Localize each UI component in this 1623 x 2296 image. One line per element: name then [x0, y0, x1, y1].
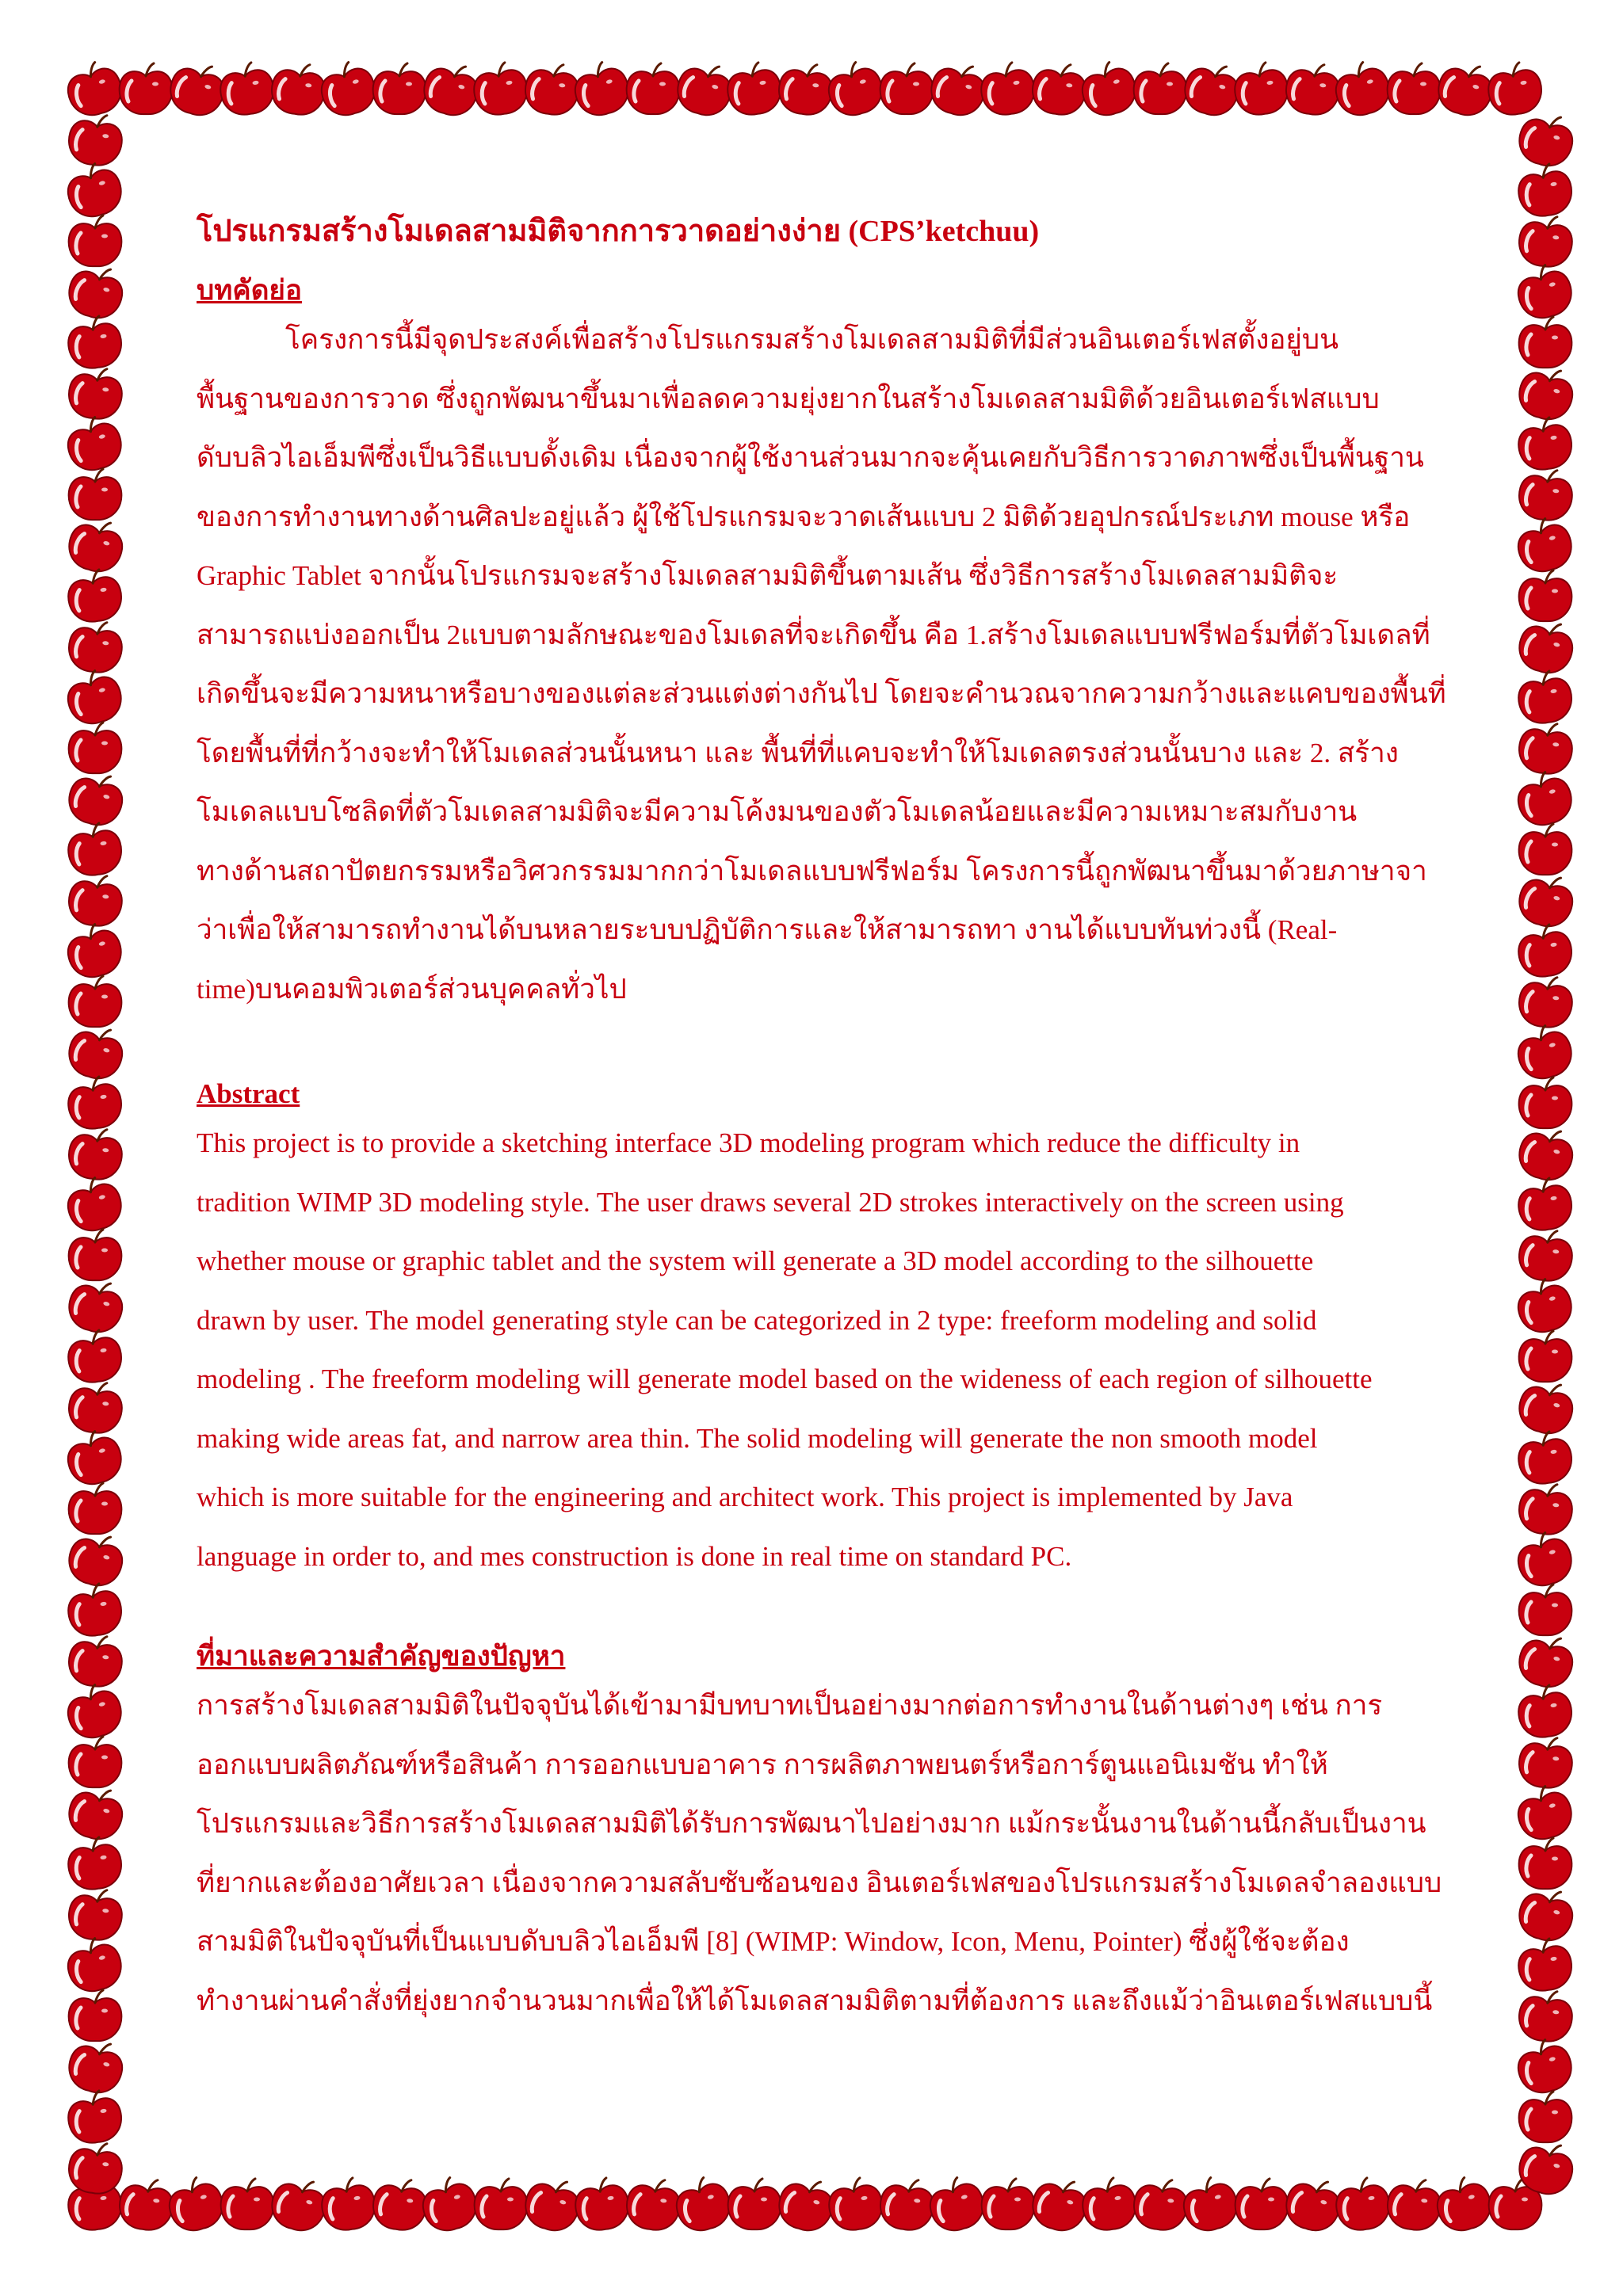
red-apple-icon [65, 1074, 124, 1132]
thai-abstract-line: ว่าเพื่อให้สามารถทำงานได้บนหลายระบบปฏิบัติการและให้สามารถทา งานได้แบบทันท่วงนี้ (Real- [197, 914, 1338, 945]
red-apple-icon [65, 314, 124, 372]
red-apple-icon [69, 1990, 122, 2041]
thai-abstract-line: โมเดลแบบโซลิดที่ตัวโมเดลสามมิติจะมีความโค้งมนของตัวโมเดลน้อยและมีความเหมาะสมกับงาน [197, 796, 1358, 827]
red-apple-icon [217, 60, 277, 118]
red-apple-icon [319, 2176, 378, 2233]
document-title: โปรแกรมสร้างโมเดลสามมิติจากการวาดอย่างง่าย (CPS’ketchuu) [197, 215, 1040, 248]
red-apple-icon [1519, 824, 1572, 875]
thai-abstract-line: พื้นฐานของการวาด ซึ่งถูกพัฒนาขึ้นมาเพื่อลดความยุ่งยากในสร้างโมเดลสามมิติด้วยอินเตอร์เฟสแบบ [197, 383, 1380, 414]
thai-abstract-line: ทางด้านสถาปัตยกรรมหรือวิศวกรรมมากกว่าโมเดลแบบฟรีฟอร์ม โครงการนี้ถูกพัฒนาขึ้นมาด้วยภาษาจา [197, 855, 1427, 887]
red-apple-icon [880, 63, 934, 114]
red-apple-icon [417, 2172, 482, 2236]
red-apple-icon [978, 60, 1037, 118]
red-apple-icon [66, 1125, 125, 1183]
red-apple-icon [62, 1173, 127, 1236]
red-apple-icon [65, 567, 124, 625]
red-apple-icon [1515, 1683, 1575, 1741]
red-apple-icon [62, 1426, 127, 1489]
thai-abstract-line: Graphic Tablet จากนั้นโปรแกรมจะสร้างโมเดลสามมิติขึ้นตามเส้น ซึ่งวิธีการสร้างโมเดลสามมิติจะ [197, 560, 1338, 591]
red-apple-icon [69, 723, 122, 773]
document-page [197, 208, 1446, 1005]
red-apple-icon [471, 60, 530, 118]
red-apple-icon [1519, 1585, 1572, 1635]
red-apple-icon [66, 2139, 125, 2197]
thai-abstract-line: เกิดขึ้นจะมีความหนาหรือบางของแต่ละส่วนแต่งต่างกันไป โดยจะคำนวณจากความกว้างและแคบของพื้นที่ [197, 678, 1446, 709]
red-apple-icon [572, 2176, 632, 2233]
red-apple-icon [373, 63, 426, 114]
english-abstract-line: modeling . The freeform modeling will generate model based on the wideness of each region of silhouette [197, 1363, 1373, 1394]
red-apple-icon [1515, 669, 1575, 727]
thai-abstract-line: โครงการนี้มีจุดประสงค์เพื่อสร้างโปรแกรมสร้างโมเดลสามมิติที่มีส่วนอินเตอร์เฟสตั้งอยู่บน [285, 324, 1338, 355]
red-apple-icon [1076, 57, 1141, 120]
red-apple-icon [62, 1680, 127, 1743]
red-apple-icon [69, 469, 122, 520]
red-apple-icon [1514, 1375, 1579, 1439]
background-heading: ที่มาและความสำคัญของปัญหา [197, 1641, 566, 1672]
english-abstract-section [197, 1074, 1372, 1586]
red-apple-icon [924, 2172, 989, 2236]
red-apple-icon [1512, 1274, 1577, 1337]
red-apple-icon [724, 60, 784, 118]
thai-abstract-body [197, 311, 1446, 1019]
red-apple-icon [1514, 868, 1579, 932]
red-apple-icon [66, 1632, 125, 1690]
red-apple-icon [1516, 719, 1575, 777]
red-apple-icon [1079, 2176, 1139, 2233]
red-apple-icon [62, 57, 127, 120]
red-apple-icon [1512, 2035, 1577, 2098]
red-apple-icon [1514, 361, 1579, 425]
red-apple-icon [1333, 2176, 1392, 2233]
red-apple-icon [1515, 162, 1575, 219]
red-apple-icon [728, 2179, 781, 2229]
red-apple-icon [370, 2176, 430, 2233]
thai-abstract-heading: บทคัดย่อ [197, 275, 302, 306]
red-apple-icon [1512, 1527, 1577, 1591]
red-apple-icon [1178, 2172, 1243, 2236]
red-apple-icon [1232, 60, 1291, 118]
red-apple-icon [1515, 1429, 1575, 1487]
background-line: โปรแกรมและวิธีการสร้างโมเดลสามมิติได้รับการพัฒนาไปอย่างมาก แม้กระนั้นงานในด้านนี้กลับเป็นงาน [197, 1808, 1426, 1839]
red-apple-icon [1131, 2176, 1190, 2233]
background-section [197, 1637, 1442, 2031]
red-apple-icon [69, 1230, 122, 1280]
red-apple-icon [624, 2176, 683, 2233]
red-apple-icon [1515, 922, 1575, 980]
red-apple-icon [1519, 317, 1572, 368]
red-apple-icon [877, 2176, 937, 2233]
english-abstract-line: tradition WIMP 3D modeling style. The user draws several 2D strokes interactively on the screen using [197, 1186, 1344, 1218]
background-line: สามมิติในปัจจุบันที่เป็นแบบดับบลิวไอเอ็มพี [8] (WIMP: Window, Icon, Menu, Pointer) ซึ่งผู้ใช้จะต้อง [197, 1926, 1350, 1957]
red-apple-icon [66, 111, 125, 169]
red-apple-icon [1519, 1331, 1572, 1382]
red-apple-icon [522, 60, 582, 118]
red-apple-icon [982, 2179, 1035, 2229]
red-apple-icon [1384, 2176, 1444, 2233]
red-apple-icon [1388, 63, 1441, 114]
red-apple-icon [116, 2176, 176, 2233]
red-apple-icon [65, 2088, 124, 2146]
red-apple-icon [269, 60, 328, 118]
red-apple-icon [1519, 1838, 1572, 1889]
red-apple-icon [66, 1379, 125, 1436]
red-apple-icon [1519, 570, 1572, 621]
background-body [197, 1676, 1442, 2031]
thai-abstract-section [197, 271, 1446, 1019]
english-abstract-line: drawn by user. The model generating style can be categorized in 2 type: freeform modeling and solid [197, 1304, 1317, 1336]
red-apple-icon [63, 513, 128, 577]
red-apple-icon [63, 260, 128, 323]
red-apple-icon [62, 412, 127, 475]
red-apple-icon [66, 618, 125, 676]
red-apple-icon [65, 1835, 124, 1893]
red-apple-icon [63, 1781, 128, 1844]
red-apple-icon [1512, 513, 1577, 577]
red-apple-icon [670, 2172, 735, 2236]
red-apple-icon [62, 1933, 127, 1997]
red-apple-icon [69, 1737, 122, 1787]
red-apple-icon [475, 2179, 528, 2229]
red-apple-icon [1330, 57, 1395, 120]
red-apple-icon [627, 63, 680, 114]
background-line: การสร้างโมเดลสามมิติในปัจจุบันได้เข้ามามีบทบาทเป็นอย่างมากต่อการทำงานในด้านต่างๆ เช่น การ [197, 1690, 1383, 1721]
red-apple-icon [1485, 60, 1545, 118]
red-apple-icon [163, 2172, 228, 2236]
red-apple-icon [1519, 2092, 1572, 2142]
red-apple-icon [65, 1581, 124, 1639]
red-apple-icon [1514, 108, 1579, 171]
red-apple-icon [1516, 1480, 1575, 1538]
red-apple-icon [1514, 615, 1579, 678]
red-apple-icon [66, 871, 125, 929]
background-line: ที่ยากและต้องอาศัยเวลา เนื่องจากความสลับซับซ้อนของ อินเตอร์เฟสของโปรแกรมสร้างโมเดลจำลองแบบ [197, 1867, 1442, 1898]
red-apple-icon [1029, 60, 1089, 118]
red-apple-icon [63, 1274, 128, 1337]
english-abstract-line: which is more suitable for the engineering and architect work. This project is implemented by Java [197, 1482, 1293, 1512]
red-apple-icon [69, 215, 122, 266]
red-apple-icon [776, 60, 835, 118]
red-apple-icon [120, 63, 173, 114]
red-apple-icon [315, 57, 380, 120]
red-apple-icon [1516, 1987, 1575, 2045]
red-apple-icon [65, 1328, 124, 1386]
red-apple-icon [66, 1886, 125, 1943]
red-apple-icon [62, 158, 127, 222]
red-apple-icon [69, 1483, 122, 1534]
red-apple-icon [62, 666, 127, 729]
red-apple-icon [62, 919, 127, 982]
red-apple-icon [823, 57, 888, 120]
red-apple-icon [1516, 466, 1575, 524]
red-apple-icon [1516, 1226, 1575, 1284]
red-apple-icon [1514, 1122, 1579, 1185]
english-abstract-body [197, 1114, 1372, 1586]
red-apple-icon [1512, 260, 1577, 323]
red-apple-icon [1515, 1936, 1575, 1994]
thai-abstract-line: ของการทำงานทางด้านศิลปะอยู่แล้ว ผู้ใช้โปรแกรมจะวาดเส้นแบบ 2 มิติด้วยอุปกรณ์ประเภท mouse หรือ [197, 501, 1411, 532]
english-abstract-heading: Abstract [197, 1078, 300, 1109]
english-abstract-line: making wide areas fat, and narrow area thin. The solid modeling will generate the non smooth model [197, 1422, 1318, 1454]
thai-abstract-line: สามารถแบ่งออกเป็น 2แบบตามลักษณะของโมเดลที่จะเกิดขึ้น คือ 1.สร้างโมเดลแบบฟรีฟอร์มที่ตัวโมเดลที่ [197, 619, 1430, 650]
english-abstract-line: This project is to provide a sketching interface 3D modeling program which reduce the difficulty in [197, 1127, 1300, 1158]
red-apple-icon [63, 1020, 128, 1084]
red-apple-icon [1516, 1733, 1575, 1791]
red-apple-icon [221, 2179, 274, 2229]
red-apple-icon [1431, 2172, 1496, 2236]
red-apple-icon [826, 2176, 885, 2233]
english-abstract-line: language in order to, and mes construction is done in real time on standard PC. [197, 1540, 1072, 1572]
red-apple-icon [63, 1527, 128, 1591]
red-apple-icon [66, 364, 125, 422]
red-apple-icon [63, 767, 128, 830]
red-apple-icon [1512, 1781, 1577, 1844]
english-abstract-line: whether mouse or graphic tablet and the system will generate a 3D model according to the silhouette [197, 1245, 1314, 1276]
red-apple-icon [1516, 973, 1575, 1031]
red-apple-icon [1134, 63, 1187, 114]
red-apple-icon [1516, 212, 1575, 270]
thai-abstract-line: time)บนคอมพิวเตอร์ส่วนบุคคลทั่วไป [197, 973, 627, 1005]
red-apple-icon [1515, 1176, 1575, 1234]
red-apple-icon [569, 57, 634, 120]
background-line: ทำงานผ่านคำสั่งที่ยุ่งยากจำนวนมากเพื่อให้ได้โมเดลสามมิติตามที่ต้องการ และถึงแม้ว่าอินเตอร์เฟสแบบนี้ [197, 1985, 1433, 2016]
red-apple-icon [1235, 2179, 1289, 2229]
red-apple-icon [1512, 767, 1577, 830]
red-apple-icon [1519, 1077, 1572, 1128]
red-apple-icon [63, 2035, 128, 2098]
red-apple-icon [1514, 1629, 1579, 1692]
thai-abstract-line: ดับบลิวไอเอ็มพีซึ่งเป็นวิธีแบบดั้งเดิม เนื่องจากผู้ใช้งานส่วนมากจะคุ้นเคยกับวิธีการวาดภาพซึ่งเป็นพื้นฐาน [197, 442, 1424, 473]
red-apple-icon [69, 976, 122, 1027]
red-apple-icon [65, 821, 124, 879]
red-apple-icon [1283, 60, 1342, 118]
red-apple-icon [1515, 415, 1575, 473]
thai-abstract-line: โดยพื้นที่ที่กว้างจะทำให้โมเดลส่วนนั้นหนา และ พื้นที่ที่แคบจะทำให้โมเดลตรงส่วนนั้นบาง และ 2. สร้าง [197, 737, 1399, 769]
background-line: ออกแบบผลิตภัณฑ์หรือสินค้า การออกแบบอาคาร การผลิตภาพยนตร์หรือการ์ตูนแอนิเมชัน ทำให้ [197, 1749, 1328, 1780]
red-apple-icon [1512, 1020, 1577, 1084]
red-apple-icon [1514, 1882, 1579, 1946]
